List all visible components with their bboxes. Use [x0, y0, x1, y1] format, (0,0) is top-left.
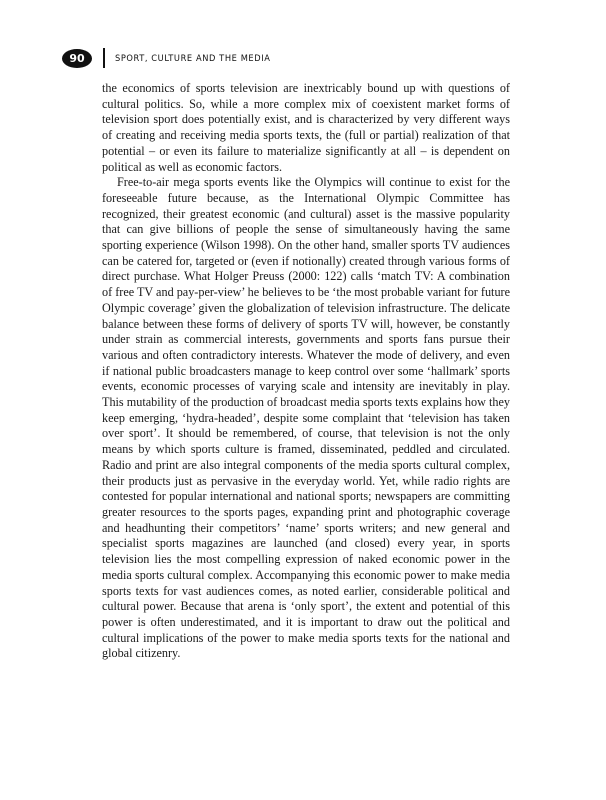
header-divider [103, 48, 105, 68]
paragraph-continued: the economics of sports television are inextricably bound up with questions of cultural politics. So, while a more complex mix of coexistent market forms of television sport does potentially exist, and is characterized by very different ways of creating and receiving media sports texts, the (full or partial) realization of that potential – or even its failure to materialize significantly at all – is dependent on political as well as economic factors. [102, 81, 510, 174]
running-title: SPORT, CULTURE AND THE MEDIA [115, 52, 271, 64]
page-number: 90 [62, 49, 92, 68]
body-text [102, 81, 510, 662]
paragraph: Free-to-air mega sports events like the Olympics will continue to exist for the foreseeable future because, as the International Olympic Committee has recognized, their greatest economic (and cultural) asset is the massive popularity that can give billions of people the sense of simultaneously having the same sporting experience (Wilson 1998). On the other hand, smaller sports TV audiences can be catered for, targeted or (even if notionally) created through various forms of direct purchase. What Holger Preuss (2000: 122) calls ‘match TV: A combination of free TV and pay-per-view’ he believes to be ‘the most probable variant for future Olympic coverage’ given the globalization of television infrastructure. The delicate balance between these forms of delivery of sports TV will, however, be constantly under strain as commercial interests, governments and sports fans pursue their various and often contradictory interests. Whatever the mode of delivery, and even if national public broadcasters manage to keep control over some ‘hallmark’ sports events, economic processes of varying scale and intensity are inevitably in play. This mutability of the production of broadcast media sports texts explains how they keep emerging, ‘hydra-headed’, despite some complaint that ‘television has taken over sport’. It should be remembered, of course, that television is not the only means by which sports culture is framed, disseminated, peddled and circulated. Radio and print are also integral components of the media sports cultural complex, their products just as pervasive in the everyday world. Yet, while radio rights are contested for popular international and national sports; newspapers are committing greater resources to the sports pages, expanding print and photographic coverage and headhunting their competitors’ ‘name’ sports writers; and new general and specialist sports magazines are launched (and closed) every year, in sports television lies the most compelling expression of naked economic power in the media sports cultural complex. Accompanying this economic power to make media sports texts for vast audiences comes, as noted earlier, considerable political and cultural power. Because that arena is ‘only sport’, the extent and potential of this power is often underestimated, and it is important to draw out the political and cultural implications of the power to make media sports texts for the national and global citizenry. [102, 175, 510, 661]
running-head [62, 47, 271, 69]
